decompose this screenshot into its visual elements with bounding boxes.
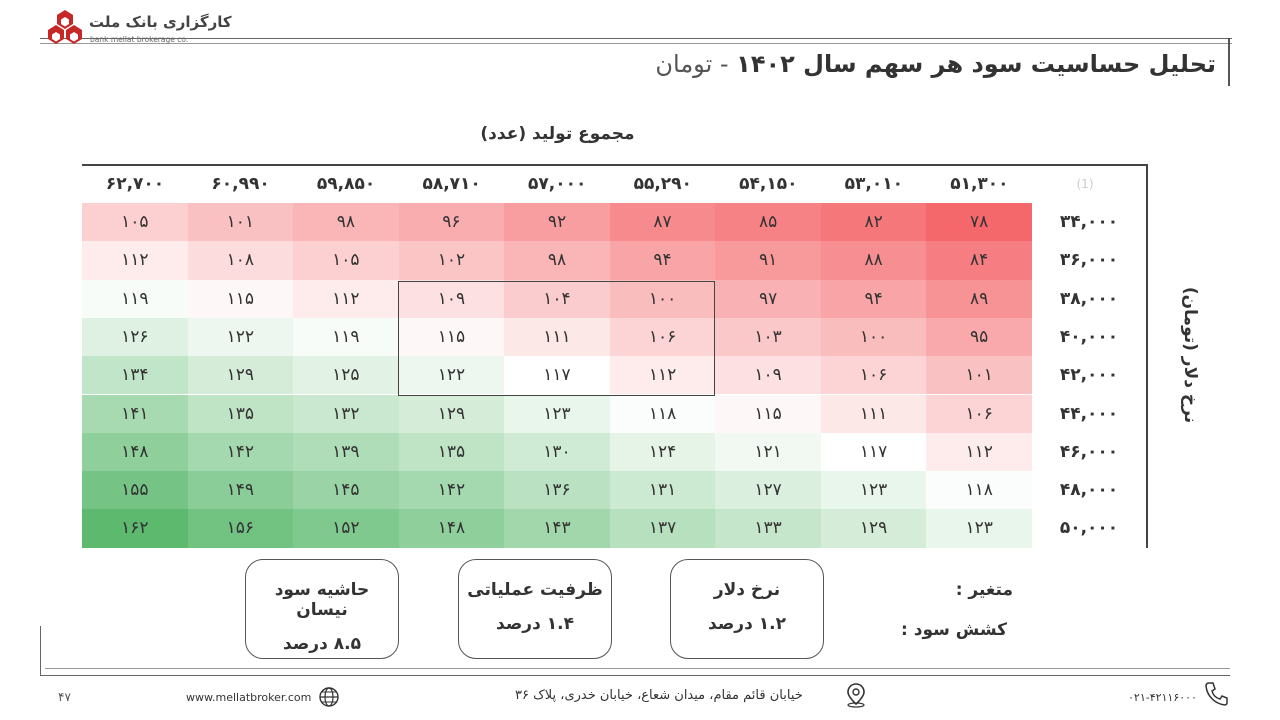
heatmap-row bbox=[82, 509, 1032, 547]
heatmap-cell: ۱۰۶ bbox=[821, 356, 927, 394]
heatmap-cell: ۱۲۲ bbox=[399, 356, 505, 394]
row-header: ۳۶,۰۰۰ bbox=[1059, 250, 1119, 271]
heatmap-cell: ۸۵ bbox=[715, 203, 821, 241]
heatmap-cell: ۱۱۸ bbox=[926, 471, 1032, 509]
heatmap-cell: ۱۲۳ bbox=[926, 509, 1032, 547]
heatmap-cell: ۱۲۷ bbox=[715, 471, 821, 509]
heatmap-cell: ۱۱۹ bbox=[82, 280, 188, 318]
heatmap-cell: ۱۰۲ bbox=[399, 241, 505, 279]
heatmap-cell: ۱۱۵ bbox=[188, 280, 294, 318]
sensitivity-box-margin bbox=[245, 559, 399, 659]
heatmap-cell: ۱۶۲ bbox=[82, 509, 188, 547]
column-header: ۵۷,۰۰۰ bbox=[528, 174, 587, 194]
column-axis-title: مجموع تولید (عدد) bbox=[480, 124, 635, 144]
heatmap-cell: ۹۴ bbox=[821, 280, 927, 318]
heatmap-cell: ۱۱۲ bbox=[82, 241, 188, 279]
page-title bbox=[655, 50, 1216, 78]
heatmap-cell: ۸۸ bbox=[821, 241, 927, 279]
heatmap-cell: ۹۲ bbox=[504, 203, 610, 241]
row-header: ۵۰,۰۰۰ bbox=[1059, 518, 1119, 539]
logo-subtitle: bank mellat brokerage co. bbox=[90, 35, 189, 44]
heatmap-cell: ۱۱۷ bbox=[821, 433, 927, 471]
heatmap-row bbox=[82, 395, 1032, 433]
row-axis-title: نرخ دلار (تومان) bbox=[1180, 286, 1200, 424]
heatmap-cell: ۹۷ bbox=[715, 280, 821, 318]
heatmap-cell: ۱۴۵ bbox=[293, 471, 399, 509]
heatmap-cell: ۱۴۸ bbox=[399, 509, 505, 547]
box-title: ظرفیت عملیاتی bbox=[467, 580, 603, 600]
heatmap-cell: ۱۱۱ bbox=[821, 395, 927, 433]
heatmap-cell: ۱۳۳ bbox=[715, 509, 821, 547]
heatmap-cell: ۸۷ bbox=[610, 203, 716, 241]
heatmap-cell: ۹۱ bbox=[715, 241, 821, 279]
sensitivity-box-dollar bbox=[670, 559, 824, 659]
row-header: ۴۸,۰۰۰ bbox=[1059, 480, 1119, 501]
heatmap-cell: ۹۸ bbox=[504, 241, 610, 279]
row-header: ۴۶,۰۰۰ bbox=[1059, 441, 1119, 462]
box-value: ۱.۴ درصد bbox=[496, 614, 574, 634]
heatmap-cell: ۱۱۲ bbox=[926, 433, 1032, 471]
heatmap-cell: ۱۰۵ bbox=[293, 241, 399, 279]
box-value: ۱.۲ درصد bbox=[708, 614, 786, 634]
frame-right-line bbox=[1228, 38, 1230, 86]
page-title-main: تحلیل حساسیت سود هر سهم سال ۱۴۰۲ bbox=[736, 50, 1216, 78]
heatmap-cell: ۱۲۶ bbox=[82, 318, 188, 356]
heatmap-cell: ۱۱۱ bbox=[504, 318, 610, 356]
row-header: ۴۲,۰۰۰ bbox=[1059, 365, 1119, 386]
row-header: ۴۴,۰۰۰ bbox=[1059, 403, 1119, 424]
heatmap-row bbox=[82, 241, 1032, 279]
heatmap-cell: ۱۴۱ bbox=[82, 395, 188, 433]
base-case-highlight-box bbox=[398, 281, 715, 396]
column-header: ۵۵,۲۹۰ bbox=[633, 174, 692, 194]
heatmap-cell: ۱۱۲ bbox=[293, 280, 399, 318]
heatmap-row bbox=[82, 433, 1032, 471]
row-header: ۳۴,۰۰۰ bbox=[1059, 212, 1119, 232]
heatmap-cell: ۱۲۹ bbox=[188, 356, 294, 394]
heatmap-cell: ۱۰۴ bbox=[504, 280, 610, 318]
heatmap-cell: ۱۵۲ bbox=[293, 509, 399, 547]
heatmap-cell: ۱۲۳ bbox=[504, 395, 610, 433]
globe-icon bbox=[318, 686, 340, 708]
heatmap-cell: ۱۵۵ bbox=[82, 471, 188, 509]
heatmap-cell: ۱۰۰ bbox=[821, 318, 927, 356]
variable-label: متغیر : bbox=[955, 580, 1013, 600]
heatmap-cell: ۱۳۱ bbox=[610, 471, 716, 509]
heatmap-cell: ۱۱۸ bbox=[610, 395, 716, 433]
page-number: ۴۷ bbox=[58, 690, 71, 704]
heatmap-cell: ۱۱۹ bbox=[293, 318, 399, 356]
frame-bottom-line-inner bbox=[45, 668, 1230, 669]
column-header: ۶۰,۹۹۰ bbox=[211, 174, 270, 194]
heatmap-cell: ۱۱۲ bbox=[610, 356, 716, 394]
heatmap-cell: ۱۴۳ bbox=[504, 509, 610, 547]
heatmap-cell: ۱۱۵ bbox=[715, 395, 821, 433]
row-header: ۳۸,۰۰۰ bbox=[1059, 288, 1119, 309]
heatmap-cell: ۹۴ bbox=[610, 241, 716, 279]
heatmap-cell: ۱۴۸ bbox=[82, 433, 188, 471]
heatmap-cell: ۱۱۵ bbox=[399, 318, 505, 356]
heatmap-cell: ۱۲۹ bbox=[821, 509, 927, 547]
logo-title: کارگزاری بانک ملت bbox=[89, 13, 232, 31]
heatmap-cell: ۱۳۶ bbox=[504, 471, 610, 509]
table-right-border bbox=[1146, 164, 1148, 548]
sensitivity-box-capacity bbox=[458, 559, 612, 659]
address-text: خیابان قائم مقام، میدان شعاع، خیابان خدری، پلاک ۳۶ bbox=[515, 688, 803, 703]
heatmap-cell: ۱۵۶ bbox=[188, 509, 294, 547]
heatmap-cell: ۱۰۵ bbox=[82, 203, 188, 241]
heatmap-cell: ۸۹ bbox=[926, 280, 1032, 318]
elasticity-label: کشش سود : bbox=[901, 620, 1007, 640]
heatmap-cell: ۱۲۳ bbox=[821, 471, 927, 509]
heatmap-cell: ۷۸ bbox=[926, 203, 1032, 241]
heatmap-cell: ۸۴ bbox=[926, 241, 1032, 279]
heatmap-cell: ۱۳۷ bbox=[610, 509, 716, 547]
frame-left-line bbox=[40, 626, 41, 676]
heatmap-cell: ۱۰۱ bbox=[926, 356, 1032, 394]
heatmap-cell: ۱۳۵ bbox=[399, 433, 505, 471]
page-title-unit: - تومان bbox=[655, 50, 737, 78]
column-header: ۶۲,۷۰۰ bbox=[105, 174, 165, 194]
box-title: حاشیه سود نیسان bbox=[274, 580, 370, 620]
heatmap-row bbox=[82, 203, 1032, 241]
heatmap-cell: ۱۲۹ bbox=[399, 395, 505, 433]
heatmap-cell: ۱۰۳ bbox=[715, 318, 821, 356]
heatmap-cell: ۱۴۲ bbox=[399, 471, 505, 509]
heatmap-cell: ۱۲۲ bbox=[188, 318, 294, 356]
column-header: ۵۴,۱۵۰ bbox=[739, 174, 798, 194]
heatmap-row bbox=[82, 471, 1032, 509]
phone-icon bbox=[1203, 680, 1229, 708]
box-title: نرخ دلار bbox=[713, 580, 781, 600]
heatmap-cell: ۱۰۶ bbox=[926, 395, 1032, 433]
heatmap-cell: ۸۲ bbox=[821, 203, 927, 241]
heatmap-cell: ۱۴۲ bbox=[188, 433, 294, 471]
heatmap-cell: ۱۰۹ bbox=[399, 280, 505, 318]
phone-number[interactable]: ۰۲۱-۴۲۱۱۶۰۰۰ bbox=[1128, 691, 1197, 704]
heatmap-cell: ۹۵ bbox=[926, 318, 1032, 356]
heatmap-cell: ۱۰۰ bbox=[610, 280, 716, 318]
heatmap-cell: ۱۱۷ bbox=[504, 356, 610, 394]
heatmap-cell: ۱۳۴ bbox=[82, 356, 188, 394]
heatmap-cell: ۹۸ bbox=[293, 203, 399, 241]
location-pin-icon bbox=[844, 682, 868, 708]
corner-cell: (1) bbox=[1076, 177, 1094, 191]
heatmap-cell: ۱۲۱ bbox=[715, 433, 821, 471]
column-header: ۵۸,۷۱۰ bbox=[422, 174, 481, 194]
row-header: ۴۰,۰۰۰ bbox=[1059, 326, 1119, 347]
heatmap-cell: ۱۳۵ bbox=[188, 395, 294, 433]
frame-bottom-line bbox=[40, 675, 1230, 676]
heatmap-cell: ۹۶ bbox=[399, 203, 505, 241]
heatmap-cell: ۱۰۸ bbox=[188, 241, 294, 279]
box-value: ۸.۵ درصد bbox=[283, 634, 361, 654]
heatmap-cell: ۱۴۹ bbox=[188, 471, 294, 509]
heatmap-cell: ۱۰۹ bbox=[715, 356, 821, 394]
heatmap-cell: ۱۲۴ bbox=[610, 433, 716, 471]
heatmap-cell: ۱۳۰ bbox=[504, 433, 610, 471]
bank-logo-icon bbox=[45, 8, 85, 48]
column-header: ۵۳,۰۱۰ bbox=[844, 174, 904, 194]
heatmap-cell: ۱۲۵ bbox=[293, 356, 399, 394]
brand-logo bbox=[45, 8, 285, 48]
column-header: ۵۹,۸۵۰ bbox=[316, 174, 376, 194]
heatmap-cell: ۱۰۱ bbox=[188, 203, 294, 241]
heatmap-cell: ۱۳۹ bbox=[293, 433, 399, 471]
column-header: ۵۱,۳۰۰ bbox=[950, 174, 1009, 194]
website-link[interactable]: www.mellatbroker.com bbox=[186, 691, 312, 704]
heatmap-cell: ۱۳۲ bbox=[293, 395, 399, 433]
heatmap-cell: ۱۰۶ bbox=[610, 318, 716, 356]
